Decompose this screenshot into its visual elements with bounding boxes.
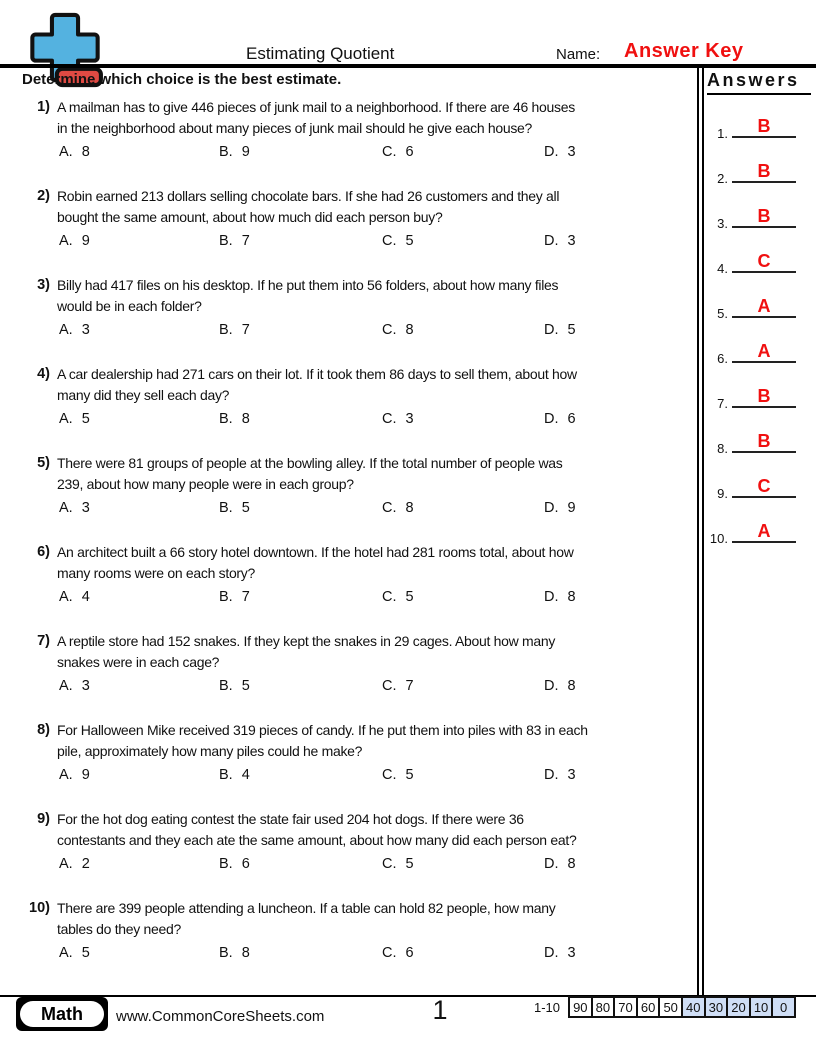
choice-value: 5 [241,500,250,516]
choice-value: 5 [81,411,90,427]
choice-letter: C. [382,856,397,872]
choice-option [59,411,90,427]
question-item [30,631,698,698]
choice-letter: C. [382,589,397,605]
choice-option [382,767,414,783]
answer-number: 9. [717,486,728,501]
choice-value: 3 [81,322,90,338]
choice-option [59,678,90,694]
choice-letter: B. [219,322,233,338]
question-text-line: in the neighborhood about many pieces of junk mail should he give each house? [57,120,533,136]
choice-option [544,500,576,516]
choice-value: 3 [81,500,90,516]
answer-letter: B [757,161,771,181]
answer-letter: C [757,251,771,271]
answers-panel-title: Answers [707,70,811,95]
answer-number: 6. [717,351,728,366]
choice-value: 3 [567,767,576,783]
score-cell: 10 [749,996,774,1018]
answer-letter: B [757,206,771,226]
choice-letter: D. [544,144,559,160]
choice-value: 5 [405,856,414,872]
choice-value: 6 [405,144,414,160]
question-text-line: Billy had 417 files on his desktop. If he put them into 56 folders, about how many files [57,277,559,293]
choice-value: 9 [567,500,576,516]
choice-value: 2 [81,856,90,872]
choice-option [59,144,90,160]
choice-option [382,589,414,605]
choice-option [219,767,250,783]
question-text-line: There are 399 people attending a luncheon. If a table can hold 82 people, how many [57,900,556,916]
answer-row [706,510,804,546]
choice-value: 9 [241,144,250,160]
choice-letter: C. [382,678,397,694]
choices-row [57,945,698,965]
choice-option [219,856,250,872]
choice-letter: A. [59,411,73,427]
question-item [30,809,698,876]
answer-row [706,465,804,501]
choice-letter: D. [544,233,559,249]
choice-option [219,144,250,160]
page-number: 1 [432,995,448,1025]
choice-letter: D. [544,500,559,516]
answer-letter: A [757,521,771,541]
choices-row [57,233,698,253]
choice-option [59,500,90,516]
choice-value: 6 [405,945,414,961]
choice-value: 8 [567,589,576,605]
question-text-line: snakes were in each cage? [57,654,220,670]
choice-letter: C. [382,233,397,249]
math-badge [16,997,108,1031]
answer-letter: C [757,476,771,496]
choice-value: 8 [567,856,576,872]
question-text-line: tables do they need? [57,921,181,937]
choice-letter: D. [544,856,559,872]
answer-letter: B [757,116,771,136]
question-item [30,720,698,787]
choice-option [382,500,414,516]
choice-option [382,411,414,427]
choice-option [544,945,576,961]
answer-number: 8. [717,441,728,456]
choice-value: 3 [405,411,414,427]
choices-row [57,144,698,164]
question-number: 3) [37,277,50,293]
choice-option [59,322,90,338]
choice-option [544,144,576,160]
choice-letter: C. [382,945,397,961]
choices-row [57,856,698,876]
choices-row [57,678,698,698]
choice-option [382,678,414,694]
choice-letter: D. [544,411,559,427]
question-text-line: many did they sell each day? [57,387,230,403]
choice-letter: B. [219,411,233,427]
choice-letter: B. [219,144,233,160]
question-text-line: 239, about how many people were in each group? [57,476,354,492]
choice-letter: B. [219,233,233,249]
choice-option [59,589,90,605]
question-text-line: bought the same amount, about how much did each person buy? [57,209,443,225]
answer-row [706,375,804,411]
choice-option [219,945,250,961]
question-text-line: A reptile store had 152 snakes. If they kept the snakes in 29 cages. About how many [57,633,556,649]
choice-letter: C. [382,500,397,516]
answer-number: 2. [717,171,728,186]
choice-option [59,767,90,783]
choice-option [219,589,250,605]
question-text-line: many rooms were on each story? [57,565,255,581]
choice-value: 8 [567,678,576,694]
answer-row [706,195,804,231]
choice-letter: B. [219,767,233,783]
question-text-line: Robin earned 213 dollars selling chocolate bars. If she had 26 customers and they all [57,188,560,204]
choice-value: 3 [567,144,576,160]
choice-option [544,322,576,338]
choice-value: 7 [405,678,414,694]
choice-value: 9 [81,233,90,249]
question-text-line: A mailman has to give 446 pieces of junk mail to a neighborhood. If there are 46 houses [57,99,575,115]
question-number: 5) [37,455,50,471]
score-cell: 90 [568,996,593,1018]
question-item [30,453,698,520]
choice-letter: A. [59,945,73,961]
choice-option [382,945,414,961]
question-number: 2) [37,188,50,204]
choice-value: 4 [81,589,90,605]
choice-letter: B. [219,589,233,605]
choice-value: 8 [241,411,250,427]
question-text-line: For the hot dog eating contest the state fair used 204 hot dogs. If there were 36 [57,811,524,827]
choice-option [59,945,90,961]
answer-row [706,105,804,141]
choice-value: 6 [567,411,576,427]
question-item [30,898,698,965]
answer-row [706,420,804,456]
question-number: 9) [37,811,50,827]
answer-row [706,240,804,276]
question-text-line: For Halloween Mike received 319 pieces of candy. If he put them into piles with 83 in each [57,722,588,738]
choice-letter: A. [59,233,73,249]
choices-row [57,767,698,787]
name-label: Name: [556,46,601,63]
score-cell: 60 [636,996,661,1018]
question-item [30,364,698,431]
choice-value: 3 [567,233,576,249]
choice-letter: C. [382,144,397,160]
choice-option [544,411,576,427]
choice-letter: B. [219,500,233,516]
choice-value: 5 [81,945,90,961]
question-item [30,542,698,609]
question-text-line: A car dealership had 271 cars on their lot. If it took them 86 days to sell them, about how [57,366,577,382]
choice-option [219,500,250,516]
choice-value: 9 [81,767,90,783]
choices-row [57,500,698,520]
answer-row [706,285,804,321]
answer-number: 4. [717,261,728,276]
choice-value: 3 [567,945,576,961]
score-cell: 50 [658,996,683,1018]
choice-option [382,144,414,160]
choice-value: 8 [405,500,414,516]
answer-letter: A [757,296,771,316]
subject-label: Math [20,1001,104,1027]
score-table [568,996,796,1018]
choice-option [382,322,414,338]
question-item [30,97,698,164]
choice-value: 5 [241,678,250,694]
choice-option [219,678,250,694]
choice-value: 8 [81,144,90,160]
choice-option [544,767,576,783]
choice-letter: A. [59,856,73,872]
score-cell: 40 [681,996,706,1018]
choices-row [57,411,698,431]
choice-option [544,678,576,694]
choice-value: 8 [405,322,414,338]
score-cell: 20 [726,996,751,1018]
choice-option [59,856,90,872]
choice-letter: C. [382,322,397,338]
answers-divider-line [702,68,704,996]
choice-option [219,411,250,427]
question-text-line: contestants and they each ate the same amount, about how many did each person eat? [57,832,577,848]
choice-value: 5 [405,233,414,249]
choice-value: 8 [241,945,250,961]
question-item [30,186,698,253]
choice-value: 7 [241,233,250,249]
choice-option [219,233,250,249]
choice-letter: B. [219,945,233,961]
answer-letter: A [757,341,771,361]
choice-letter: C. [382,767,397,783]
website-text: www.CommonCoreSheets.com [116,1008,325,1025]
choice-value: 3 [81,678,90,694]
score-cell: 30 [704,996,729,1018]
choice-letter: D. [544,945,559,961]
choice-letter: C. [382,411,397,427]
choices-row [57,589,698,609]
choice-option [544,233,576,249]
question-number: 8) [37,722,50,738]
answer-number: 3. [717,216,728,231]
answer-number: 5. [717,306,728,321]
choice-option [59,233,90,249]
question-text-line: An architect built a 66 story hotel downtown. If the hotel had 281 rooms total, about how [57,544,574,560]
question-item [30,275,698,342]
choice-option [544,589,576,605]
question-number: 6) [37,544,50,560]
instruction-text: Determine which choice is the best estimate. [22,71,342,88]
choice-letter: D. [544,767,559,783]
question-number: 7) [37,633,50,649]
answer-number: 7. [717,396,728,411]
answer-key-text: Answer Key [624,40,744,62]
choice-letter: A. [59,322,73,338]
answer-row [706,330,804,366]
question-text-line: would be in each folder? [57,298,202,314]
choice-value: 5 [405,767,414,783]
choice-option [544,856,576,872]
choice-letter: D. [544,589,559,605]
answer-letter: B [757,386,771,406]
choice-option [382,856,414,872]
choice-option [219,322,250,338]
question-text-line: There were 81 groups of people at the bowling alley. If the total number of people was [57,455,563,471]
choice-letter: A. [59,144,73,160]
choice-value: 6 [241,856,250,872]
choice-letter: A. [59,589,73,605]
score-cell: 0 [771,996,796,1018]
header-divider [0,64,816,68]
score-cell: 70 [613,996,638,1018]
choice-value: 5 [567,322,576,338]
choice-letter: D. [544,322,559,338]
choices-row [57,322,698,342]
choice-letter: A. [59,767,73,783]
choice-value: 7 [241,322,250,338]
question-text-line: pile, approximately how many piles could he make? [57,743,363,759]
answer-number: 10. [709,531,728,546]
choice-letter: A. [59,500,73,516]
question-number: 1) [37,99,50,115]
question-number: 10) [29,900,50,916]
choice-value: 5 [405,589,414,605]
worksheet-title: Estimating Quotient [246,44,395,63]
choice-letter: B. [219,856,233,872]
choice-value: 4 [241,767,250,783]
choice-option [382,233,414,249]
score-cell: 80 [591,996,616,1018]
answer-number: 1. [717,126,728,141]
question-number: 4) [37,366,50,382]
choice-letter: D. [544,678,559,694]
answer-letter: B [757,431,771,451]
answer-row [706,150,804,186]
score-range-label: 1-10 [533,1000,560,1015]
choice-letter: B. [219,678,233,694]
choice-value: 7 [241,589,250,605]
choice-letter: A. [59,678,73,694]
